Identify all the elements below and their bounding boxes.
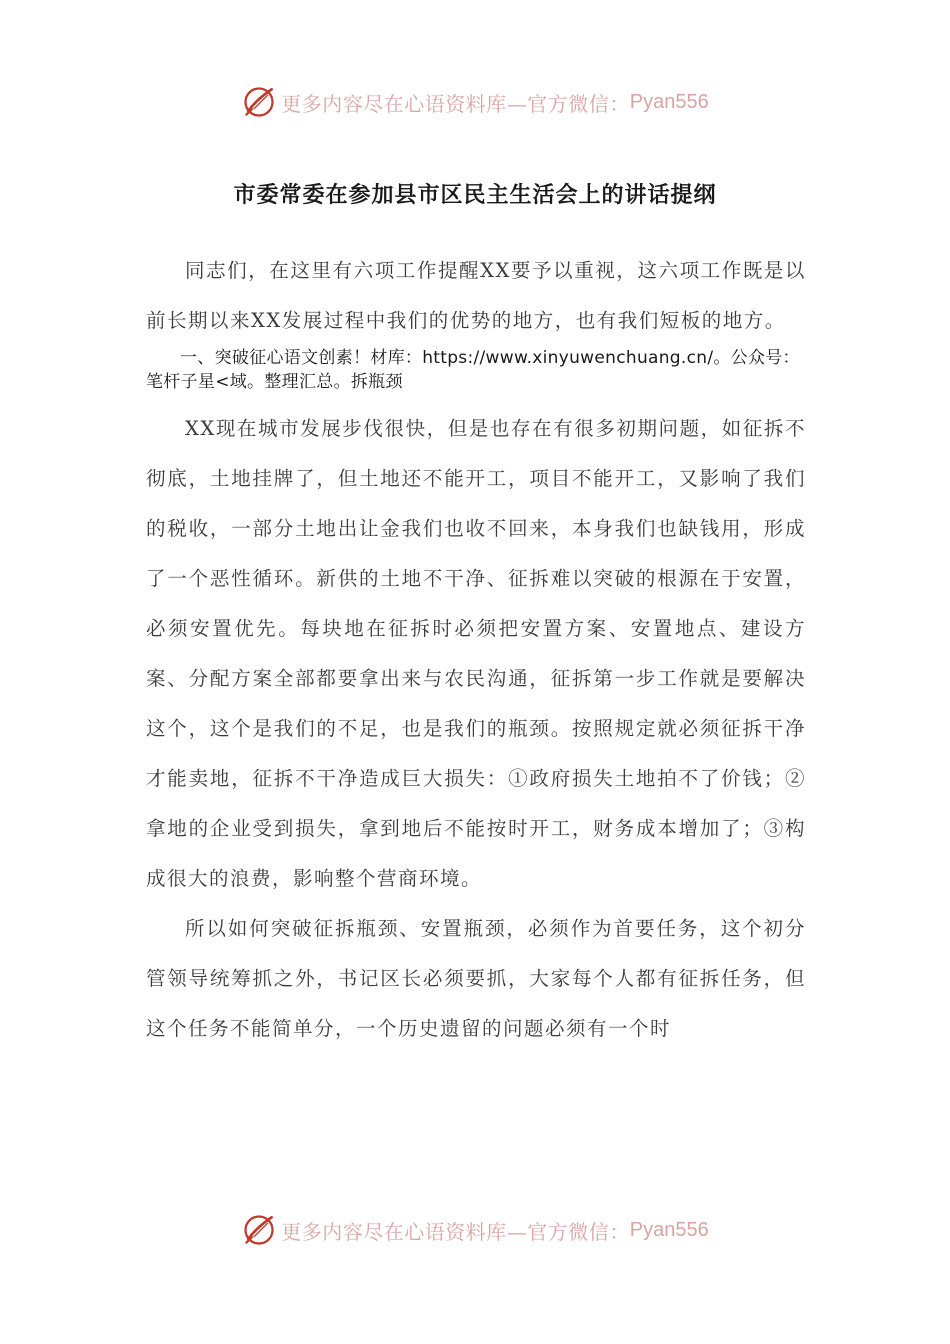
banner-wechat-id: Pyan556: [629, 1218, 709, 1241]
document-body: [146, 246, 806, 1054]
document-title: 市委常委在参加县市区民主生活会上的讲话提纲: [233, 183, 717, 208]
section-heading: 一、突破征心语文创素！材库：https://www.xinyuwenchuang.cn/。公众号：笔杆子星<域。整理汇总。拆瓶颈: [146, 348, 800, 392]
footer-banner: [0, 1208, 950, 1252]
banner-wechat-id: Pyan556: [629, 90, 709, 113]
banner-text: 更多内容尽在心语资料库—官方微信：: [281, 1219, 630, 1244]
pen-logo-icon: [241, 84, 277, 120]
banner-text: 更多内容尽在心语资料库—官方微信：: [281, 91, 630, 116]
body-paragraph-1: XX现在城市发展步伐很快，但是也存在有很多初期问题，如征拆不彻底，土地挂牌了，但土地还不能开工，项目不能开工，又影响了我们的税收，一部分土地出让金我们也收不回来，本身我们也缺钱用，形成了一个恶性循环。新供的土地不干净、征拆难以突破的根源在于安置，必须安置优先。每块地在征拆时必须把安置方案、安置地点、建设方案、分配方案全部都要拿出来与农民沟通，征拆第一步工作就是要解决这个，这个是我们的不足，也是我们的瓶颈。按照规定就必须征拆干净才能卖地，征拆不干净造成巨大损失：①政府损失土地拍不了价钱；②拿地的企业受到损失，拿到地后不能按时开工，财务成本增加了；③构成很大的浪费，影响整个营商环境。: [146, 417, 806, 890]
pen-logo-icon: [241, 1212, 277, 1248]
intro-paragraph: 同志们，在这里有六项工作提醒XX要予以重视，这六项工作既是以前长期以来XX发展过程中我们的优势的地方，也有我们短板的地方。: [146, 259, 806, 332]
body-paragraph-2: 所以如何突破征拆瓶颈、安置瓶颈，必须作为首要任务，这个初分管领导统筹抓之外，书记区长必须要抓，大家每个人都有征拆任务，但这个任务不能简单分，一个历史遗留的问题必须有一个时: [146, 917, 806, 1040]
header-banner: [0, 80, 950, 124]
